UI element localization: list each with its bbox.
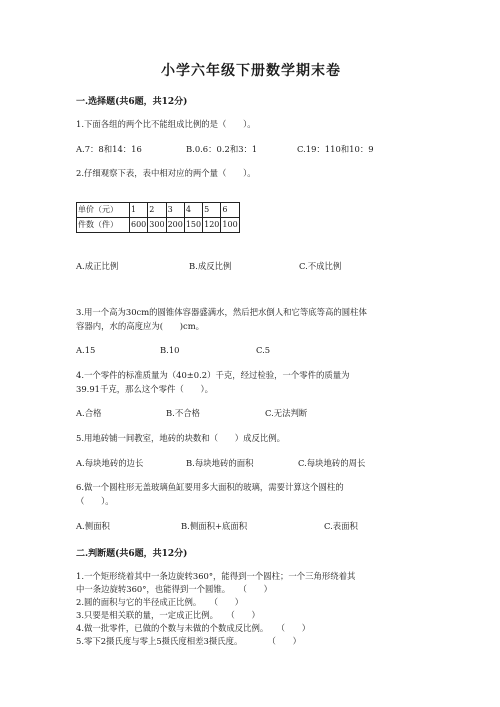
question-6-option-a: A.侧面积 xyxy=(76,521,110,531)
table-cell: 3 xyxy=(166,203,184,218)
table-cell: 1 xyxy=(130,203,148,218)
table-cell: 600 xyxy=(130,218,148,233)
section-1-heading: 一.选择题(共6题，共12分) xyxy=(76,97,188,107)
judgement-line: 1.一个矩形绕着其中一条边旋转360°，能得到一个圆柱；一个三角形绕着其 xyxy=(76,571,356,581)
question-3-option-a: A.15 xyxy=(76,345,96,355)
table-cell: 150 xyxy=(184,218,202,233)
question-5-option-b: B.每块地砖的面积 xyxy=(186,458,254,468)
question-4-stem-line-1: 4.一个零件的标准质量为（40±0.2）千克，经过检验，一个零件的质量为 xyxy=(76,370,350,380)
question-6-option-c: C.表面积 xyxy=(324,521,358,531)
question-2-stem: 2.仔细观察下表，表中相对应的两个量（ ）。 xyxy=(76,168,256,178)
table-cell: 单价（元） xyxy=(77,203,130,218)
section-2-heading: 二.判断题(共6题，共12分) xyxy=(76,549,188,559)
question-2-option-c: C.不成比例 xyxy=(299,261,342,271)
question-3-stem-line-1: 3.用一个高为30cm的圆锥体容器盛满水，然后把水倒人和它等底等高的圆柱体 xyxy=(76,307,367,317)
table-cell: 2 xyxy=(148,203,166,218)
question-3-option-b: B.10 xyxy=(160,345,180,355)
question-4-stem-line-2: 39.91千克，那么这个零件（ ）。 xyxy=(76,384,214,394)
judgement-line: 2.圆的面积与它的半径成正比例。 （ ） xyxy=(76,597,244,607)
question-2-option-b: B.成反比例 xyxy=(189,261,232,271)
question-1-option-c: C.19：110和10：9 xyxy=(297,144,374,154)
question-3-stem-line-2: 容器内，水的高度应为( )cm。 xyxy=(76,321,205,331)
question-4-option-c: C.无法判断 xyxy=(265,408,308,418)
question-1-option-b: B.0.6：0.2和3：1 xyxy=(186,144,258,154)
judgement-line: 3.只要是相关联的量，一定成正比例。 （ ） xyxy=(76,610,260,620)
question-5-option-a: A.每块地砖的边长 xyxy=(76,458,144,468)
table-cell: 5 xyxy=(203,203,221,218)
judgement-line: 中一条边旋转360°，也能得到一个圆锥。 （ ） xyxy=(76,584,273,594)
table-cell: 120 xyxy=(203,218,221,233)
table-row xyxy=(77,218,240,233)
judgement-line: 4.做一批零件，已做的个数与未做的个数成反比例。 （ ） xyxy=(76,623,311,633)
table-cell: 300 xyxy=(148,218,166,233)
question-1-stem: 1.下面各组的两个比不能组成比例的是（ ）。 xyxy=(76,119,256,129)
question-6-stem-line-2: （ ）。 xyxy=(76,496,114,506)
table-cell: 6 xyxy=(221,203,239,218)
question-5-option-c: C.每块地砖的周长 xyxy=(298,458,366,468)
price-quantity-table xyxy=(76,202,240,233)
table-row xyxy=(77,203,240,218)
question-6-option-b: B.侧面积+底面积 xyxy=(181,521,248,531)
question-4-option-b: B.不合格 xyxy=(166,408,200,418)
table-cell: 100 xyxy=(221,218,239,233)
question-5-stem: 5.用地砖铺一间教室，地砖的块数和（ ）成反比例。 xyxy=(76,433,285,443)
table-cell: 4 xyxy=(184,203,202,218)
page-title: 小学六年级下册数学期末卷 xyxy=(161,63,341,79)
table-cell: 件数（件） xyxy=(77,218,130,233)
question-4-option-a: A.合格 xyxy=(76,408,102,418)
table-cell: 200 xyxy=(166,218,184,233)
question-2-option-a: A.成正比例 xyxy=(76,261,119,271)
judgement-line: 5.零下2摄氏度与零上5摄氏度相差3摄氏度。 （ ） xyxy=(76,636,301,646)
question-3-option-c: C.5 xyxy=(256,345,271,355)
question-1-option-a: A.7：8和14：16 xyxy=(76,144,142,154)
question-6-stem-line-1: 6.做一个圆柱形无盖玻璃鱼缸要用多大面积的玻璃，需要计算这个圆柱的 xyxy=(76,482,344,492)
